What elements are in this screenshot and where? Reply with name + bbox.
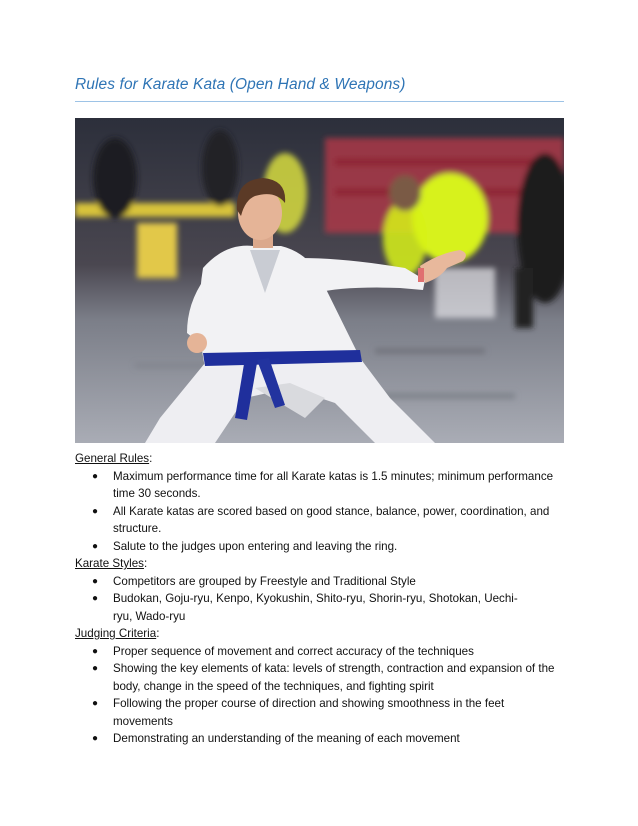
list-item: ● All Karate katas are scored based on good stance, balance, power, coordination, and structure. bbox=[92, 504, 550, 535]
list-item: ● Demonstrating an understanding of the meaning of each movement bbox=[75, 730, 565, 748]
list-item: ● Competitors are grouped by Freestyle and Traditional Style bbox=[75, 573, 565, 591]
list-item: ● Following the proper course of direction and showing smoothness in the feet movements bbox=[92, 697, 505, 728]
list-item: ● Salute to the judges upon entering and leaving the ring. bbox=[75, 538, 565, 556]
photo-illustration bbox=[75, 118, 564, 443]
bullet-icon: ● bbox=[92, 645, 99, 657]
bullet-icon: ● bbox=[92, 663, 99, 674]
bullet-icon: ● bbox=[92, 470, 99, 482]
karate-kata-photo bbox=[75, 118, 564, 443]
bullet-icon: ● bbox=[92, 698, 99, 709]
section-heading-karate-styles: Karate Styles: bbox=[75, 557, 148, 570]
section-heading-judging-criteria: Judging Criteria: bbox=[75, 627, 160, 640]
page-title: Rules for Karate Kata (Open Hand & Weapons) bbox=[75, 76, 406, 93]
title-underline-rule bbox=[75, 101, 564, 102]
bullet-icon: ● bbox=[92, 540, 99, 552]
section-heading-general-rules: General Rules: bbox=[75, 452, 153, 465]
bullet-icon: ● bbox=[92, 505, 99, 517]
list-item: ● Maximum performance time for all Karate katas is 1.5 minutes; minimum performance time 30 seconds. bbox=[92, 469, 554, 500]
list-item: ● Budokan, Goju-ryu, Kenpo, Kyokushin, Shito-ryu, Shorin-ryu, Shotokan, Uechi- ryu, Wado-ryu bbox=[92, 592, 518, 623]
bullet-icon: ● bbox=[92, 575, 99, 587]
bullet-icon: ● bbox=[92, 733, 99, 744]
karate-styles-list bbox=[75, 573, 565, 626]
general-rules-list bbox=[75, 468, 565, 556]
rules-content bbox=[75, 450, 565, 748]
list-item: ● Showing the key elements of kata: levels of strength, contraction and expansion of the body, change in the speed of the techniques, and fighting spirit bbox=[92, 662, 555, 693]
bullet-icon: ● bbox=[92, 593, 99, 604]
list-item: ● Proper sequence of movement and correct accuracy of the techniques bbox=[75, 643, 565, 661]
judging-criteria-list bbox=[75, 643, 565, 748]
